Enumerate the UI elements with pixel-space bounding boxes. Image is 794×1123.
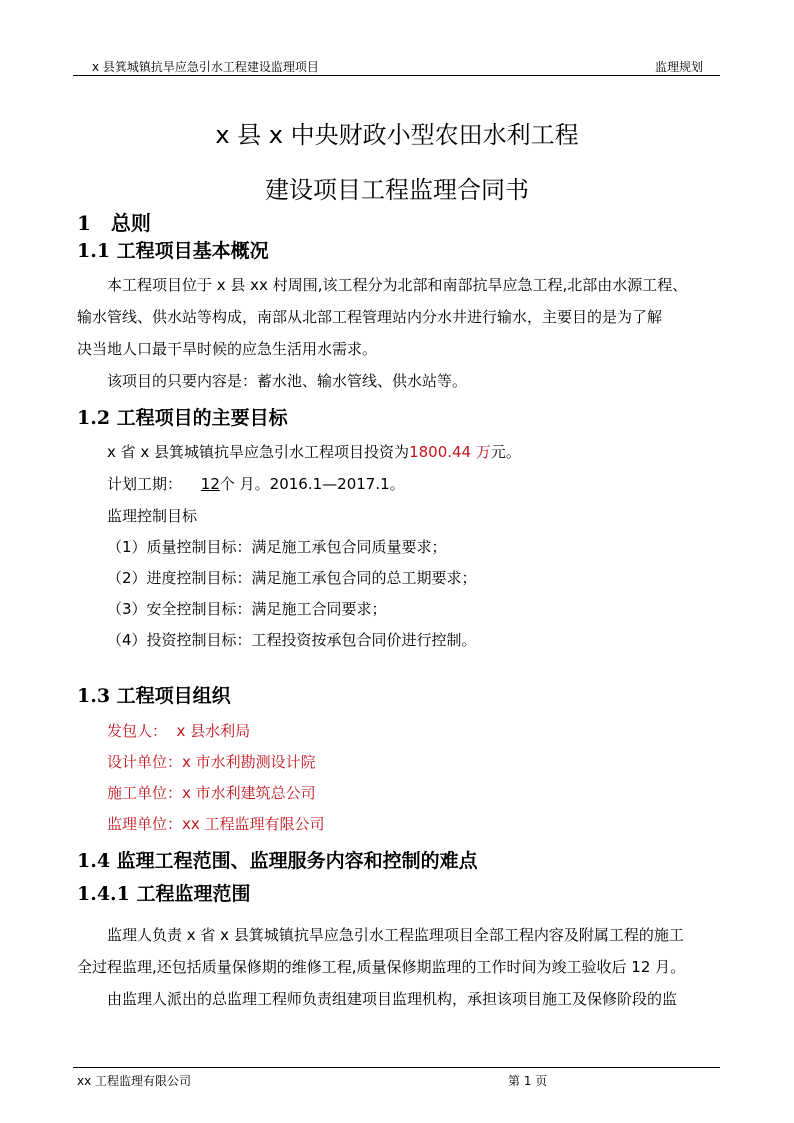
document-title-line-1: x 县 x 中央财政小型农田水利工程 (215, 121, 579, 149)
org-designer: 设计单位：x 市水利勘测设计院 (107, 753, 316, 771)
header-doc-type: 监理规划 (655, 60, 704, 74)
scope-paragraph-line-2: 全过程监理,还包括质量保修期的维修工程,质量保修期监理的工作时间为竣工验收后 12 月。 (77, 958, 686, 976)
header-project-title: x 县箕城镇抗旱应急引水工程建设监理项目 (92, 60, 319, 74)
overview-paragraph-line-2: 输水管线、供水站等构成，南部从北部工程管理站内分水井进行输水，主要目的是为了解 (77, 308, 663, 326)
investment-suffix: 元。 (490, 443, 521, 461)
footer-page-number: 第 1 页 (508, 1074, 548, 1088)
schedule-unit: 个 月。2016.1—2017.1。 (219, 475, 405, 493)
control-targets-title: 监理控制目标 (107, 507, 198, 525)
main-content-paragraph: 该项目的只要内容是：蓄水池、输水管线、供水站等。 (107, 372, 468, 390)
section-1-4-1-heading: 1.4.1 工程监理范围 (77, 883, 251, 905)
overview-paragraph-line-1: 本工程项目位于 x 县 xx 村周围,该工程分为北部和南部抗旱应急工程,北部由水源工程、 (107, 276, 688, 294)
section-1-2-heading: 1.2 工程项目的主要目标 (77, 407, 288, 429)
investment-line (107, 441, 521, 462)
footer-rule (73, 1067, 720, 1068)
investment-amount: 1800.44 万 (409, 443, 491, 461)
section-1-heading: 1 总则 (77, 211, 151, 235)
section-1-1-heading: 1.1 工程项目基本概况 (77, 240, 269, 262)
schedule-line (107, 473, 405, 494)
org-contractor: 施工单位：x 市水利建筑总公司 (107, 784, 316, 802)
scope-paragraph-2: 由监理人派出的总监理工程师负责组建项目监理机构，承担该项目施工及保修阶段的监 (107, 990, 678, 1008)
org-supervisor: 监理单位：xx 工程监理有限公司 (107, 815, 325, 833)
control-target-item: （4）投资控制目标：工程投资按承包合同价进行控制。 (107, 631, 477, 649)
scope-paragraph-line-1: 监理人负责 x 省 x 县箕城镇抗旱应急引水工程监理项目全部工程内容及附属工程的施工 (107, 926, 684, 944)
control-target-item: （1）质量控制目标：满足施工承包合同质量要求； (107, 538, 447, 556)
section-1-3-heading: 1.3 工程项目组织 (77, 685, 231, 707)
org-employer: 发包人： x 县水利局 (107, 722, 251, 740)
document-title-line-2: 建设项目工程监理合同书 (265, 176, 529, 204)
schedule-label: 计划工期： (107, 475, 183, 493)
section-1-4-heading: 1.4 监理工程范围、监理服务内容和控制的难点 (77, 850, 478, 872)
investment-prefix: x 省 x 县箕城镇抗旱应急引水工程项目投资为 (107, 443, 410, 461)
footer-company: xx 工程监理有限公司 (77, 1074, 192, 1088)
overview-paragraph-line-3: 决当地人口最干旱时候的应急生活用水需求。 (77, 340, 378, 358)
control-target-item: （2）进度控制目标：满足施工承包合同的总工期要求； (107, 569, 477, 587)
schedule-months: 12 (200, 475, 220, 493)
control-target-item: （3）安全控制目标：满足施工合同要求； (107, 600, 387, 618)
header-rule (73, 75, 720, 76)
